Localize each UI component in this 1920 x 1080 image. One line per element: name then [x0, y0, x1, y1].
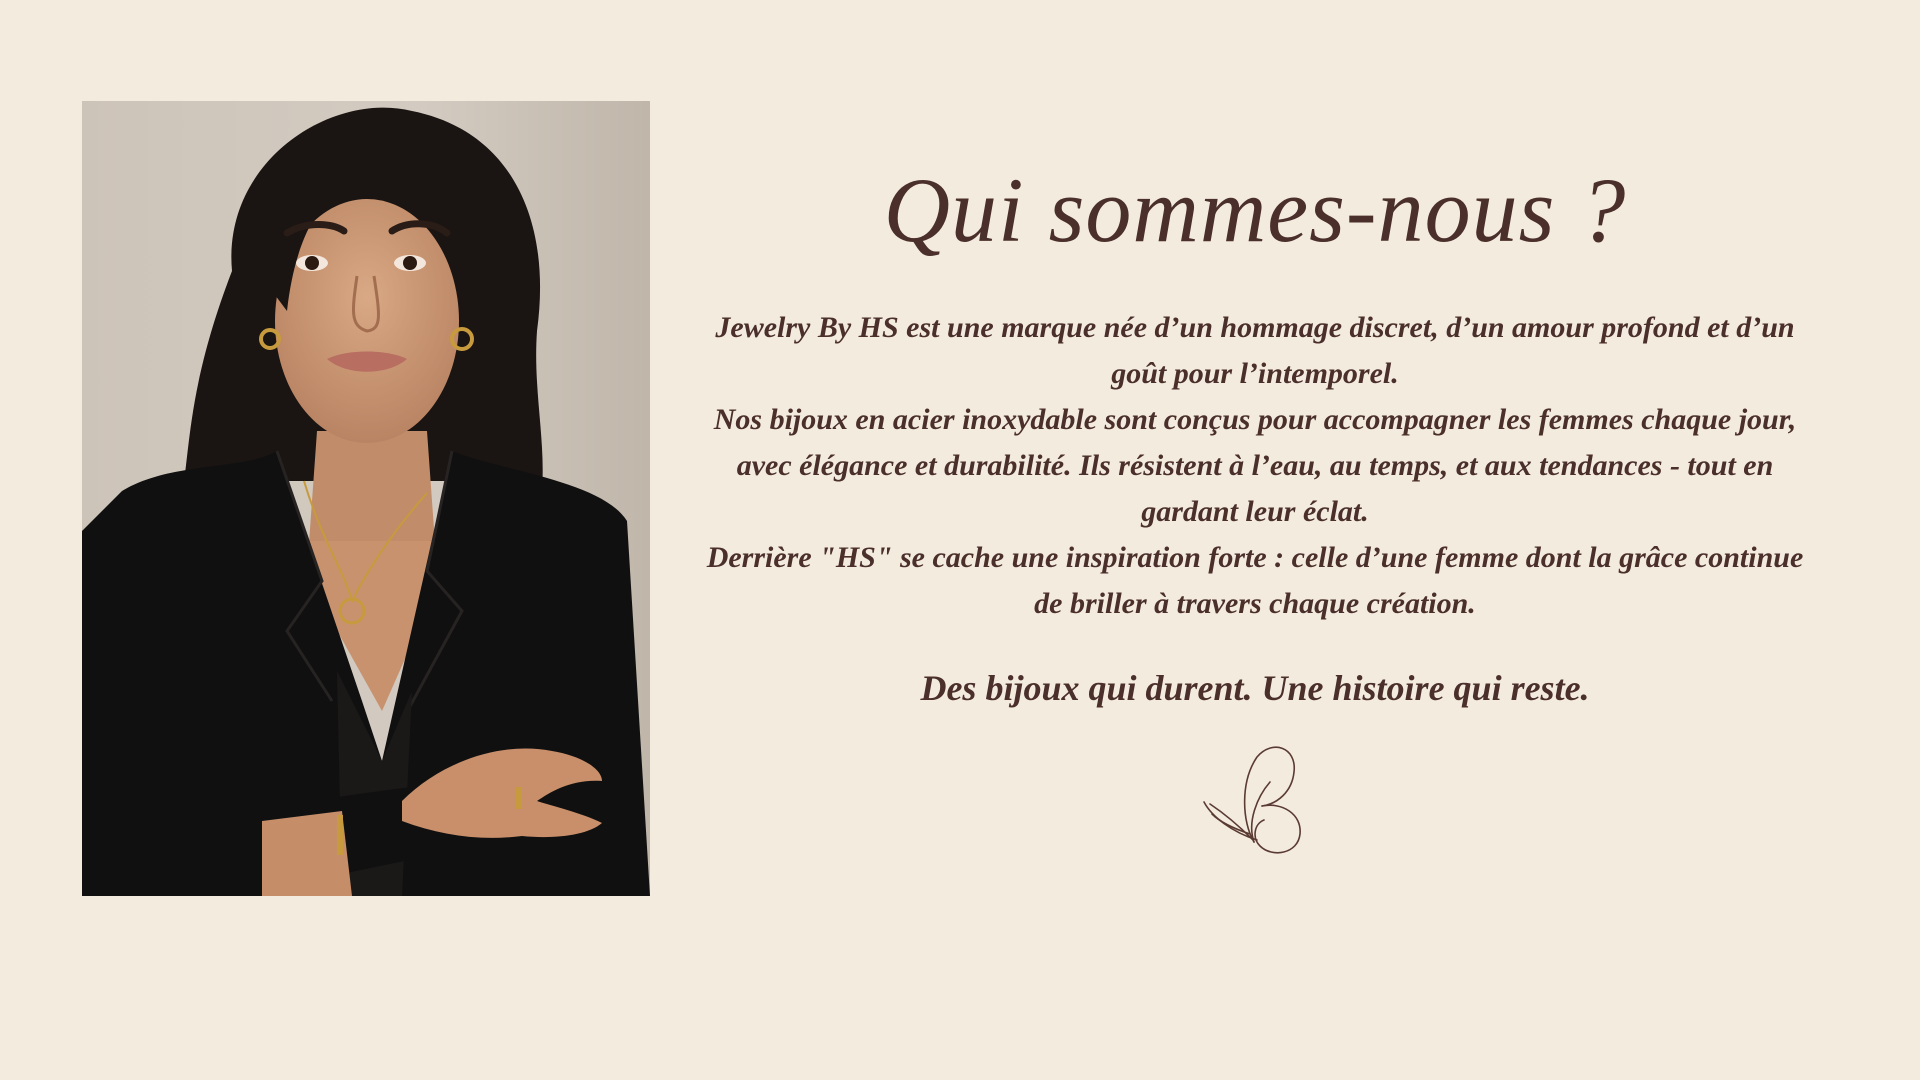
butterfly-icon: [1202, 742, 1314, 860]
portrait-photo: [82, 101, 650, 896]
inspiration-paragraph: Derrière "HS" se cache une inspiration forte : celle d’une femme dont la grâce continue de briller à travers chaque création.: [706, 541, 1804, 621]
tagline: Des bijoux qui durent. Une histoire qui reste.: [920, 668, 1590, 709]
intro-paragraph: Jewelry By HS est une marque née d’un hommage discret, d’un amour profond et d’un goût pour l’intemporel.: [715, 311, 1795, 391]
page-title: Qui sommes-nous ?: [883, 159, 1627, 261]
materials-paragraph: Nos bijoux en acier inoxydable sont conçus pour accompagner les femmes chaque jour, avec élégance et durabilité. Ils résistent à l’eau, au temps, et aux tendances - tout en gardant leur éclat.: [713, 403, 1797, 529]
about-section: [690, 160, 1820, 711]
founder-portrait: [82, 101, 650, 896]
